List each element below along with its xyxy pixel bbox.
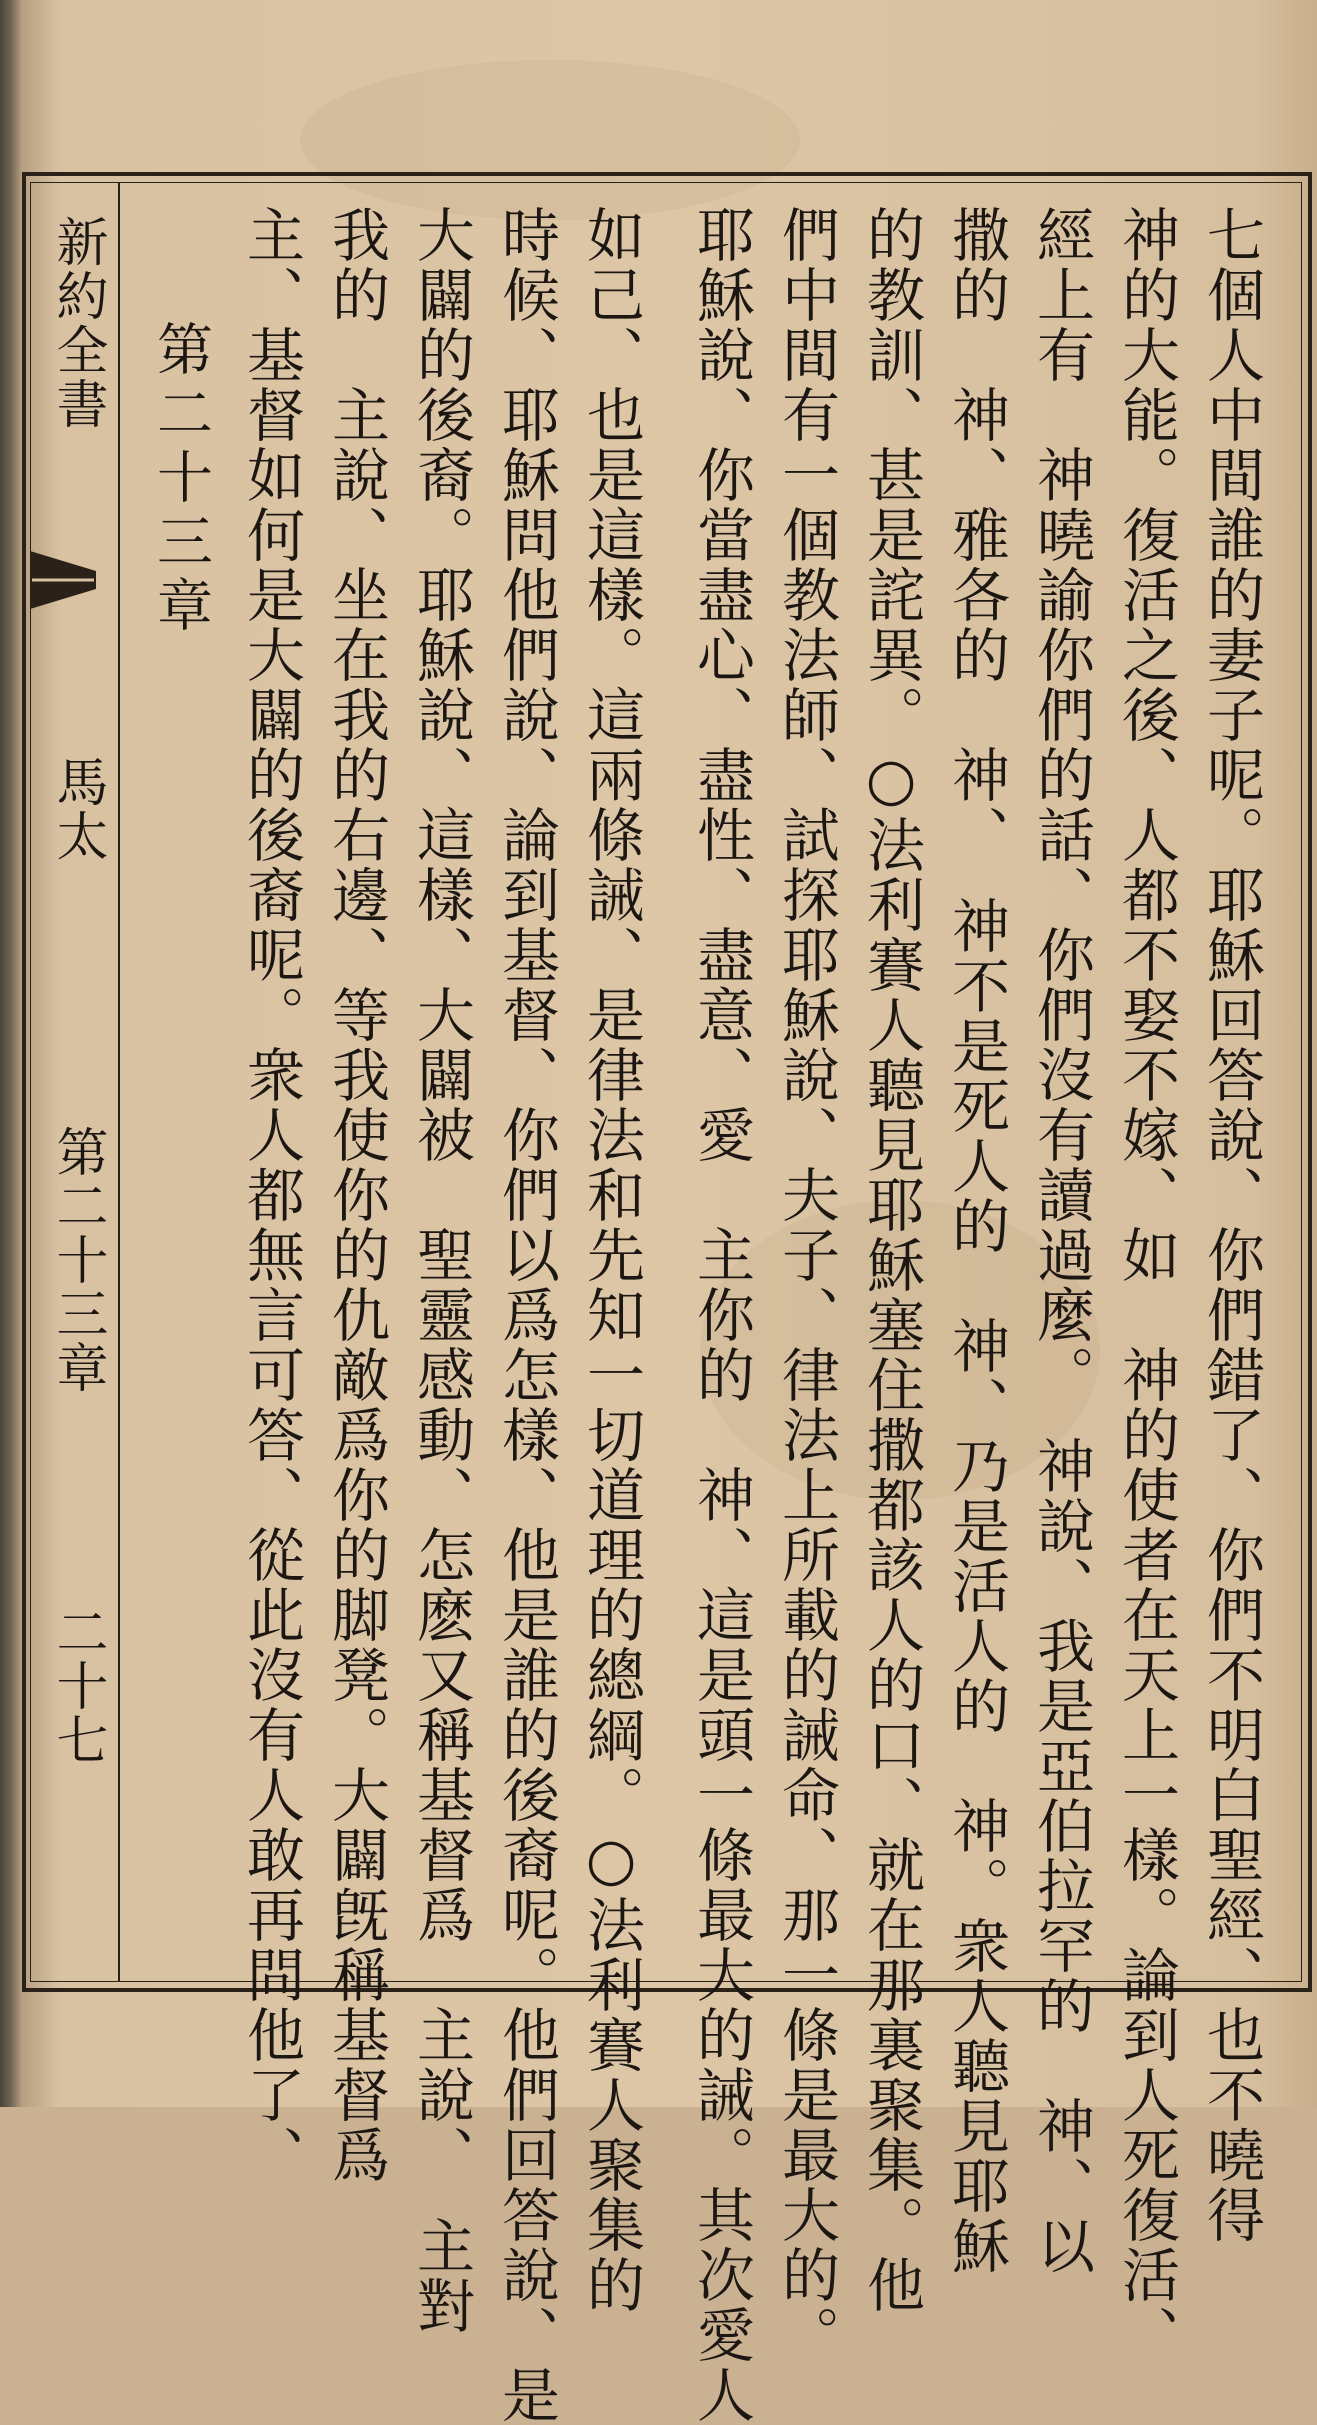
text-column: 們中間有一個教法師、試探耶穌說、夫子、律法上所載的誡命、那一條是最大的。 <box>772 205 840 2365</box>
text-column: 主、基督如何是大闢的後裔呢。衆人都無言可答、從此沒有人敢再問他了、 <box>237 205 305 2185</box>
book-title: 新約全書 <box>47 215 107 431</box>
page-number: 二十七 <box>47 1605 107 1767</box>
text-column: 的教訓、甚是詫異。○法利賽人聽見耶穌塞住撒都該人的口、就在那裏聚集。他 <box>857 205 925 2315</box>
gospel-name: 馬太 <box>47 755 107 863</box>
text-column: 經上有 神曉諭你們的話、你們沒有讀過麼。 神說、我是亞伯拉罕的 神、以 <box>1027 205 1095 2276</box>
text-column: 大闢的後裔。耶穌說、這樣、大闢被 聖靈感動、怎麽又稱基督爲 主說、 主對 <box>407 205 475 2336</box>
text-column: 撒的 神、雅各的 神、 神不是死人的 神、乃是活人的 神。衆人聽見耶穌 <box>942 205 1010 2276</box>
text-column: 時候、耶穌問他們說、論到基督、你們以爲怎樣、他是誰的後裔呢。他們回答說、是 <box>492 205 560 2425</box>
text-column: 我的 主說、坐在我的右邊、等我使你的仇敵爲你的脚凳。大闢旣稱基督爲 <box>322 205 390 2185</box>
fishtail-emblem-icon <box>28 545 98 615</box>
chapter-ref: 第二十三章 <box>47 1125 107 1395</box>
chapter-heading: 第二十三章 <box>148 320 213 640</box>
text-column: 神的大能。復活之後、人都不娶不嫁、如 神的使者在天上一樣。論到人死復活、 <box>1112 205 1180 2365</box>
text-column: 耶穌說、你當盡心、盡性、盡意、愛 主你的 神、這是頭一條最大的誡。其次愛人 <box>687 205 755 2425</box>
text-column: 七個人中間誰的妻子呢。耶穌回答說、你們錯了、你們不明白聖經、也不曉得 <box>1197 205 1265 2245</box>
margin-rule <box>118 182 120 1982</box>
text-column: 如己、也是這樣。這兩條誡、是律法和先知一切道理的總綱。○法利賽人聚集的 <box>577 205 645 2315</box>
